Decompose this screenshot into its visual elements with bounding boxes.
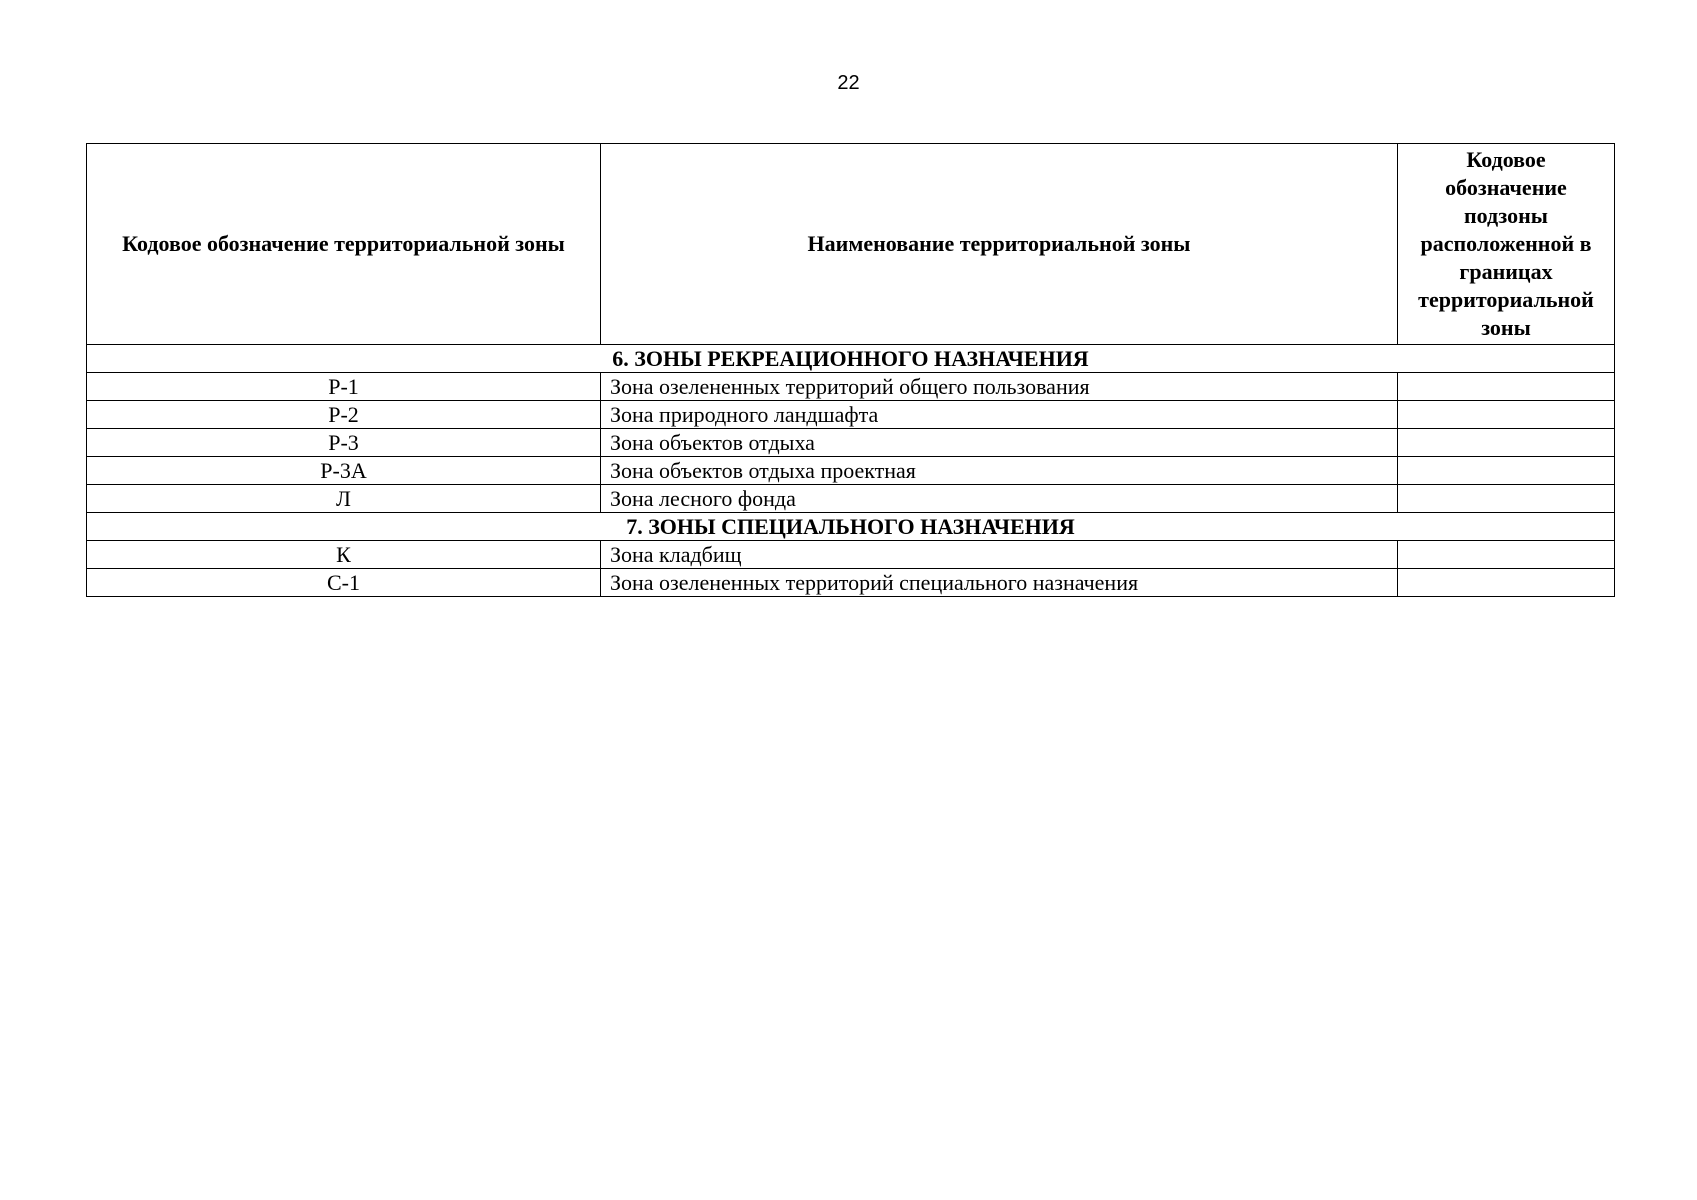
zones-table xyxy=(86,143,1615,597)
zone-code-cell: К xyxy=(87,541,601,569)
header-subzone-code: Кодовое обозначение подзоны расположенной в границах территориальной зоны xyxy=(1398,144,1615,345)
zone-name-cell: Зона озелененных территорий общего пользования xyxy=(601,373,1398,401)
table-row xyxy=(87,485,1615,513)
zone-name-cell: Зона объектов отдыха проектная xyxy=(601,457,1398,485)
header-zone-name: Наименование территориальной зоны xyxy=(601,144,1398,345)
subzone-cell xyxy=(1398,485,1615,513)
subzone-cell xyxy=(1398,457,1615,485)
subzone-cell xyxy=(1398,401,1615,429)
table-row xyxy=(87,429,1615,457)
zone-code-cell: С-1 xyxy=(87,569,601,597)
page-number: 22 xyxy=(837,72,860,94)
zone-name-cell: Зона озелененных территорий специального назначения xyxy=(601,569,1398,597)
subzone-cell xyxy=(1398,541,1615,569)
table-row xyxy=(87,401,1615,429)
zone-code-cell: Р-3 xyxy=(87,429,601,457)
subzone-cell xyxy=(1398,569,1615,597)
zone-name-cell: Зона природного ландшафта xyxy=(601,401,1398,429)
subzone-cell xyxy=(1398,429,1615,457)
zone-code-cell: Р-2 xyxy=(87,401,601,429)
table-row xyxy=(87,569,1615,597)
subzone-cell xyxy=(1398,373,1615,401)
section-row xyxy=(87,345,1615,373)
zone-code-cell: Л xyxy=(87,485,601,513)
zone-code-cell: Р-1 xyxy=(87,373,601,401)
zone-name-cell: Зона объектов отдыха xyxy=(601,429,1398,457)
table-row xyxy=(87,373,1615,401)
table-header-row xyxy=(87,144,1615,345)
zone-code-cell: Р-3А xyxy=(87,457,601,485)
section-title: 7. ЗОНЫ СПЕЦИАЛЬНОГО НАЗНАЧЕНИЯ xyxy=(87,513,1615,541)
zone-name-cell: Зона кладбищ xyxy=(601,541,1398,569)
section-row xyxy=(87,513,1615,541)
header-zone-code: Кодовое обозначение территориальной зоны xyxy=(87,144,601,345)
zone-name-cell: Зона лесного фонда xyxy=(601,485,1398,513)
table-row xyxy=(87,457,1615,485)
table-row xyxy=(87,541,1615,569)
section-title: 6. ЗОНЫ РЕКРЕАЦИОННОГО НАЗНАЧЕНИЯ xyxy=(87,345,1615,373)
